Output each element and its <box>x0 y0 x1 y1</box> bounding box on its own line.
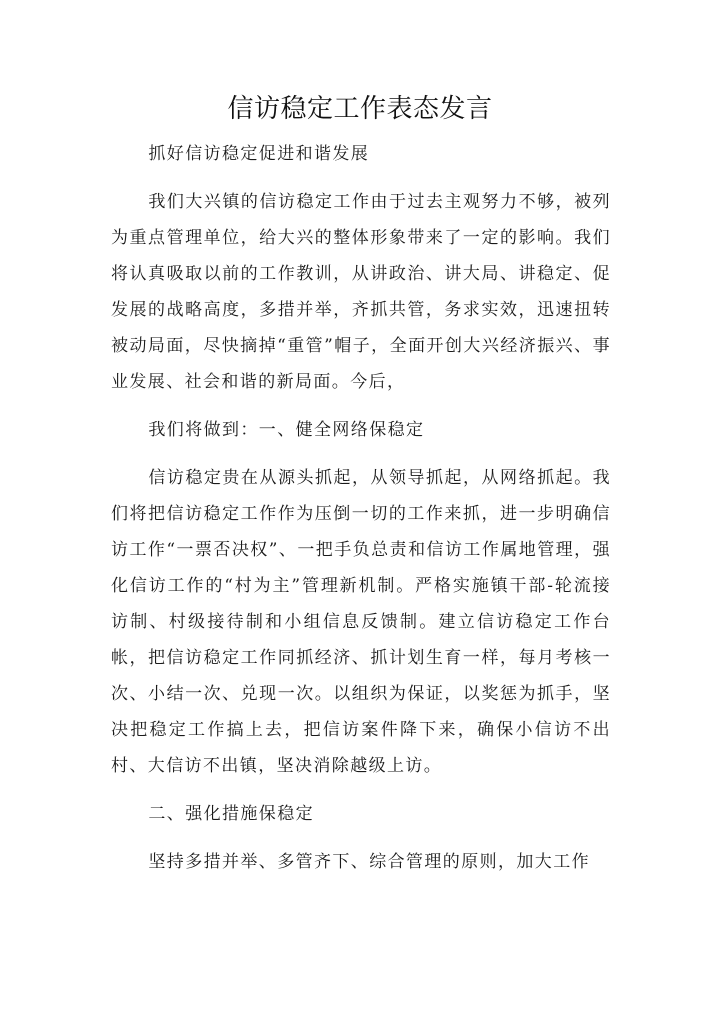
paragraph-intro: 我们大兴镇的信访稳定工作由于过去主观努力不够，被列为重点管理单位，给大兴的整体形象带来了一定的影响。我们将认真吸取以前的工作教训，从讲政治、讲大局、讲稳定、促发展的战略高度，多措并举，齐抓共管，务求实效，迅速扭转被动局面，尽快摘掉“重管”帽子，全面开创大兴经济振兴、事业发展、社会和谐的新局面。今后， <box>111 192 611 392</box>
paragraph-measures: 坚持多措并举、多管齐下、综合管理的原则，加大工作 <box>148 852 590 872</box>
paragraph-subtitle: 抓好信访稳定促进和谐发展 <box>148 144 370 164</box>
paragraph-heading-two: 二、强化措施保稳定 <box>148 804 314 824</box>
document-title: 信访稳定工作表态发言 <box>227 94 493 124</box>
paragraph-network: 信访稳定贵在从源头抓起，从领导抓起，从网络抓起。我们将把信访稳定工作作为压倒一切的工作来抓，进一步明确信访工作“一票否决权”、一把手负总责和信访工作属地管理，强化信访工作的“村为主”管理新机制。严格实施镇干部-轮流接访制、村级接待制和小组信息反馈制。建立信访稳定工作台帐，把信访稳定工作同抓经济、抓计划生育一样，每月考核一次、小结一次、兑现一次。以组织为保证，以奖惩为抓手，坚决把稳定工作搞上去，把信访案件降下来，确保小信访不出村、大信访不出镇，坚决消除越级上访。 <box>111 468 611 776</box>
paragraph-heading-one: 我们将做到：一、健全网络保稳定 <box>148 420 425 440</box>
document-body <box>111 136 611 880</box>
